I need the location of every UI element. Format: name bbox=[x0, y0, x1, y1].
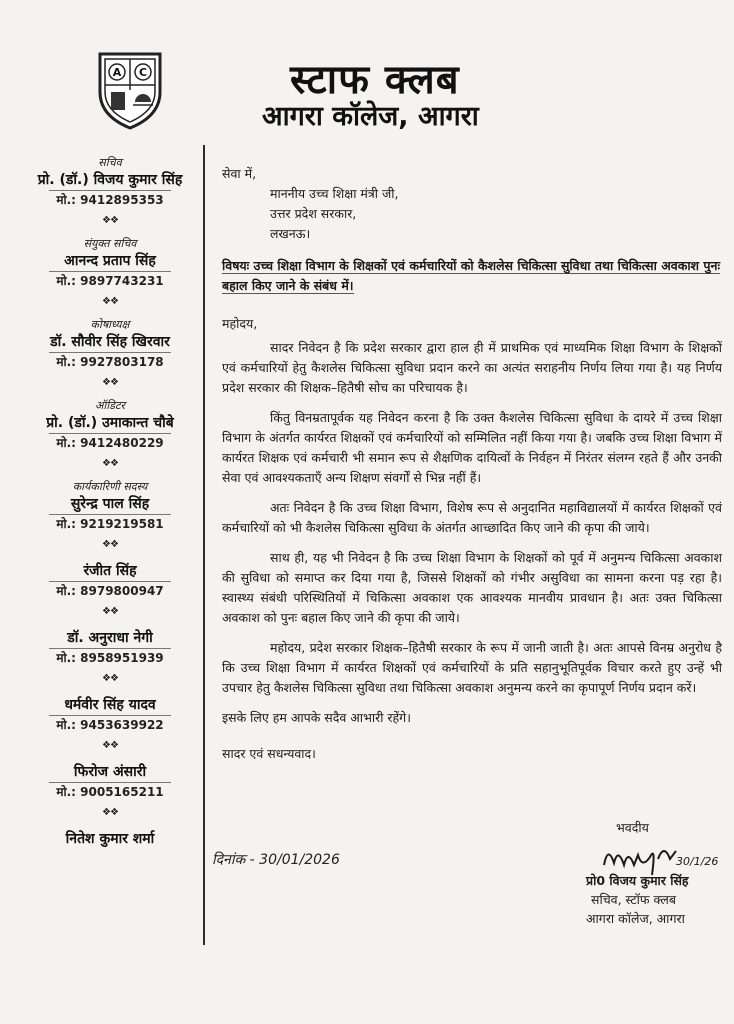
signatory-title: सचिव, स्टॉफ क्लब bbox=[591, 892, 676, 907]
office-phone: मो.: 9412895353 bbox=[56, 193, 164, 207]
ornament-separator: ❖❖ bbox=[102, 458, 118, 469]
office-phone: मो.: 9412480229 bbox=[56, 436, 164, 450]
office-name: रंजीत सिंह bbox=[83, 563, 137, 579]
office-phone: मो.: 9453639922 bbox=[56, 718, 164, 732]
office-phone: मो.: 9897743231 bbox=[56, 274, 164, 288]
ornament-separator: ❖❖ bbox=[102, 296, 118, 307]
office-executive-member bbox=[20, 480, 200, 552]
office-role: कार्यकारिणी सदस्य bbox=[72, 480, 148, 493]
letter-subject bbox=[222, 256, 722, 296]
letter-to: सेवा में, bbox=[222, 166, 257, 181]
office-name: सुरेन्द्र पाल सिंह bbox=[70, 496, 150, 512]
signatory-org: आगरा कॉलेज, आगरा bbox=[586, 911, 685, 926]
letter-paragraph: महोदय, प्रदेश सरकार शिक्षक–हितैषी सरकार के रूप में जानी जाती है। अतः आपसे विनम्र अनुरोध है कि उच्च शिक्षा विभाग में कार्यरत शिक्षकों एवं कर्मचारियों के प्रति सहानुभूतिपूर्वक विचार करते हुए उन्हें भी उपचार हेतु कैशलेस चिकित्सा सुविधा तथा चिकित्सा अवकाश अनुमन्य करने का कृपापूर्ण निर्णय प्रदान करें। bbox=[222, 640, 722, 695]
logo-letter-a: A bbox=[112, 66, 122, 79]
office-name: प्रो. (डॉ.) उमाकान्त चौबे bbox=[46, 415, 174, 431]
address-line: माननीय उच्च शिक्षा मंत्री जी, bbox=[270, 186, 399, 201]
office-role: कोषाध्यक्ष bbox=[90, 318, 130, 331]
letter-paragraph: अतः निवेदन है कि उच्च शिक्षा विभाग, विशेष रूप से अनुदानित महाविद्यालयों में कार्यरत शिक्षकों एवं कर्मचारियों को भी कैशलेस चिकित्सा सुविधा के अंतर्गत आच्छादित किए जाने की कृपा की जाये। bbox=[222, 500, 722, 535]
office-phone: मो.: 9005165211 bbox=[56, 785, 164, 799]
office-member bbox=[20, 628, 200, 686]
letter-paragraph: साथ ही, यह भी निवेदन है कि उच्च शिक्षा विभाग के शिक्षकों को पूर्व में अनुमन्य चिकित्सा अवकाश की सुविधा को समाप्त कर दिया गया है, जिससे शिक्षकों को गंभीर असुविधा का सामना करना पड़ रहा है। स्वास्थ्य संबंधी परिस्थितियों में चिकित्सा अवकाश एक आवश्यक मानवीय प्रावधान है। अतः उक्त चिकित्सा अवकाश को पुनः बहाल किए जाने की कृपा की जाये। bbox=[222, 550, 722, 625]
office-treasurer bbox=[20, 318, 200, 390]
office-bearers-sidebar bbox=[20, 156, 200, 858]
vertical-divider bbox=[203, 145, 205, 945]
ornament-separator: ❖❖ bbox=[102, 807, 118, 818]
ornament-separator: ❖❖ bbox=[102, 539, 118, 550]
letter-paragraph: किंतु विनम्रतापूर्वक यह निवेदन करना है कि उक्त कैशलेस चिकित्सा सुविधा के दायरे में उच्च शिक्षा विभाग के अंतर्गत कार्यरत शिक्षकों एवं कर्मचारियों को सम्मिलित नहीं किया गया है। जबकि उच्च शिक्षा विभाग में कार्यरत शिक्षक एवं कर्मचारी भी समान रूप से शैक्षणिक दायित्वों के निर्वहन में निरंतर संलग्न रहते हैं और उनकी सेवा एवं आवश्यकताएँ अन्य शिक्षण संवर्गों से भिन्न नहीं हैं। bbox=[222, 410, 722, 485]
ornament-separator: ❖❖ bbox=[102, 215, 118, 226]
office-name: आनन्द प्रताप सिंह bbox=[64, 253, 156, 269]
ornament-separator: ❖❖ bbox=[102, 606, 118, 617]
office-name: फिरोज अंसारी bbox=[73, 764, 147, 780]
college-title: आगरा कॉलेज, आगरा bbox=[262, 101, 479, 132]
office-name: प्रो. (डॉ.) विजय कुमार सिंह bbox=[37, 172, 183, 188]
office-name: डॉ. अनुराधा नेगी bbox=[67, 630, 153, 646]
office-name: नितेश कुमार शर्मा bbox=[65, 831, 155, 847]
office-member bbox=[20, 561, 200, 619]
office-phone: मो.: 8979800947 bbox=[56, 584, 164, 598]
address-line: उत्तर प्रदेश सरकार, bbox=[270, 206, 357, 221]
office-joint-secretary bbox=[20, 237, 200, 309]
signatory-name: प्रो0 विजय कुमार सिंह bbox=[586, 873, 689, 888]
office-role: संयुक्त सचिव bbox=[83, 237, 137, 250]
office-role: ऑडिटर bbox=[94, 399, 126, 412]
office-secretary bbox=[20, 156, 200, 228]
office-role: सचिव bbox=[98, 156, 122, 169]
handwritten-signature bbox=[598, 835, 728, 885]
office-member bbox=[20, 762, 200, 820]
office-phone: मो.: 8958951939 bbox=[56, 651, 164, 665]
office-name: डॉ. सौवीर सिंह खिरवार bbox=[50, 334, 170, 350]
office-phone: मो.: 9927803178 bbox=[56, 355, 164, 369]
thanks-line: इसके लिए हम आपके सदैव आभारी रहेंगे। bbox=[222, 710, 411, 725]
club-title: स्टाफ क्लब bbox=[290, 57, 460, 103]
letter-paragraph: सादर निवेदन है कि प्रदेश सरकार द्वारा हाल ही में प्राथमिक एवं माध्यमिक शिक्षा विभाग के शिक्षकों एवं कर्मचारियों हेतु कैशलेस चिकित्सा सुविधा प्रदान करने का अत्यंत सराहनीय निर्णय लिया गया है। यह निर्णय प्रदेश सरकार की शिक्षक–हितैषी सोच का परिचायक है। bbox=[222, 340, 722, 395]
sign-off: भवदीय bbox=[616, 820, 649, 835]
college-crest-logo bbox=[95, 50, 165, 130]
ornament-separator: ❖❖ bbox=[102, 377, 118, 388]
salutation: महोदय, bbox=[222, 316, 258, 331]
ornament-separator: ❖❖ bbox=[102, 740, 118, 751]
address-line: लखनऊ। bbox=[270, 226, 311, 241]
office-member bbox=[20, 829, 200, 849]
ornament-separator: ❖❖ bbox=[102, 673, 118, 684]
office-auditor bbox=[20, 399, 200, 471]
office-member bbox=[20, 695, 200, 753]
logo-letter-c: C bbox=[138, 66, 148, 79]
office-name: धर्मवीर सिंह यादव bbox=[64, 697, 156, 713]
signature-date: 30/1/26 bbox=[676, 855, 719, 868]
letter-date: दिनांक - 30/01/2026 bbox=[212, 852, 340, 868]
letter-body bbox=[222, 164, 722, 777]
regards-line: सादर एवं सधन्यवाद। bbox=[222, 746, 316, 761]
office-phone: मो.: 9219219581 bbox=[56, 517, 164, 531]
subject-text: विषयः उच्च शिक्षा विभाग के शिक्षकों एवं कर्मचारियों को कैशलेस चिकित्सा सुविधा तथा चिकित्सा अवकाश पुनः बहाल किए जाने के संबंध में। bbox=[222, 258, 720, 293]
